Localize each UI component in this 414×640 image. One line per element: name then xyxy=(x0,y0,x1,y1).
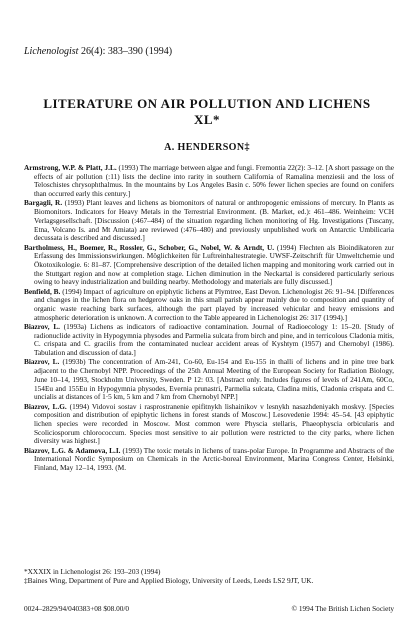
reference-text: (1993) The marriage between algae and fungi. Fremontia 22(2): 3–12. [A short passage on the effects of air pollution (:11) lists the decline into rarity in southern California of Ramalina menziesii and the loss of Teloschistes chrysophthalmus. In the mountains by Los Angeles Basin c. 50% fewer lichen species are found on conifers than occurred early this century.] xyxy=(34,163,394,199)
reference-entry xyxy=(24,164,394,199)
article-author: A. HENDERSON‡ xyxy=(164,142,250,153)
article-title xyxy=(24,96,390,128)
footnote-series: *XXXIX in Lichenologist 26: 193–203 (1994) xyxy=(24,567,161,576)
reference-entry xyxy=(24,323,394,358)
page-footer xyxy=(24,604,394,613)
reference-entry xyxy=(24,403,394,447)
reference-author: Bartholmess, H., Boemer, R., Rossler, G., Schober, G., Nobel, W. & Arndt, U. xyxy=(24,242,275,252)
reference-entry xyxy=(24,447,394,473)
footnotes xyxy=(24,568,394,586)
reference-text: (1993) The toxic metals in lichens of trans-polar Europe. In Programme and Abstracts of the International Nordic Symposium on Chemicals in the Arctic-boreal Environment, Marina Congress Center, Helsinki, Finland, May 12–14, 1993. (M. xyxy=(34,445,394,473)
footer-code: 0024–2829/94/040383+08 $08.00/0 xyxy=(24,604,130,613)
reference-list xyxy=(24,164,394,473)
reference-author: Biazrov, L.G. & Adamova, L.I. xyxy=(24,445,121,455)
reference-text: (1993a) Lichens as indicators of radioactive contamination. Journal of Radioecology 1: 15–20. [Study of radionuclide activity in Hypogymnia physodes and Parmelia sulcata from birch and pine, and in terricolous Cladonia mitis, C. crispata and C. gracilis from the contaminated nuclear accident areas of Kyshtym (1957) and Chernobyl (1986). Tabulation and discussion of data.] xyxy=(34,322,395,358)
reference-author: Armstrong, W.P. & Platt, J.L. xyxy=(24,163,117,172)
reference-author: Biazrov, L. xyxy=(24,322,61,332)
journal-citation xyxy=(24,46,172,57)
reference-entry xyxy=(24,358,394,402)
reference-text: (1994) Flechten als Bioindikatoren zur Erfassung des Immissionswirkungen. Möglichkeiten für Luftreinhaltestrategie. UWSF-Zeitschrift für Umweltchemie und Ökotoxikologie. 6: 81–87. [Comprehensive description of the detailed lichen mapping and monitoring work carried out in the Stuttgart region and now at completion stage. Lichen diminution in the Neckartal is considered particularly serious owing to heavy industrialization and building nearby. Methodology and materials are fully discussed.] xyxy=(34,242,394,287)
reference-text: (1994) Impact of agriculture on epiphytic lichens at Plymtree, East Devon. Lichenologist 26: 91–94. [Differences and changes in the lichen flora on hedgerow oaks in this small parish appear mainly due to composition and quantity of organic waste reaching bark surfaces, although the part played by increased vehicular and heavy emissions and atmospheric deterioration is unknown. A correction to the Table appeared in Lichenologist 26: 317 (1994).] xyxy=(34,286,394,322)
footer-copyright: © 1994 The British Lichen Society xyxy=(291,604,394,613)
reference-entry xyxy=(24,199,394,243)
reference-entry xyxy=(24,288,394,323)
reference-text: (1993b) The concentration of Am-241, Co-60, Eu-154 and Eu-155 in thalli of lichens and in pine tree bark adjacent to the Chernobyl NPP. Proceedings of the 25th Annual Meeting of the European Society for Radiation Biology, June 10–14, 1993, Stockholm University, Sweden. P 12: 03. [Abstract only. Includes figures of levels of 241Am, 60Co, 154Eu and 155Eu in Hypogymnia physodes, Evernia prunastri, Parmelia sulcata, Cladina mitis, Cladonia crispata and C. uncialis at distances of 1·5 km, 5 km and 7 km from Chernobyl NPP.] xyxy=(34,357,395,402)
journal-volume: 26(4): 383–390 (1994) xyxy=(78,46,173,57)
reference-author: Biazrov, L.G. xyxy=(24,401,67,411)
reference-entry xyxy=(24,244,394,288)
footnote-address: ‡Baines Wing, Department of Pure and Applied Biology, University of Leeds, Leeds LS2 9JT, UK. xyxy=(24,575,314,585)
article-title-line1: LITERATURE ON AIR POLLUTION AND LICHENS xyxy=(43,96,371,111)
journal-name: Lichenologist xyxy=(24,46,79,57)
reference-author: Benfield, B. xyxy=(24,286,61,296)
reference-author: Bargagli, R. xyxy=(24,198,63,208)
reference-text: (1994) Vidovoi sostav i rasprostranenie epifitnykh lishainikov v lesnykh nasazhdeniyakh moskvy. [Species composition and distribution of epiphytic lichens in forest stands of Moscow.] Lesovedenie 1994: 45–54. [43 epiphytic lichen species were recorded in Moscow. Most common were Physcia stellaris, Phaeophyscia orbicularis and Scoliciosporum chlorococcum. Species most sensitive to air pollution were restricted to the city parks, where lichen diversity was highest.] xyxy=(34,401,394,446)
article-title-line2: XL* xyxy=(193,112,221,127)
reference-text: (1993) Plant leaves and lichens as biomonitors of natural or anthropogenic emissions of mercury. In Plants as Biomonitors. Indicators for Heavy Metals in the Terrestrial Environment. (B. Market, ed.): 461–486. Weinheim: VCH Verlagsgesellschaft. [Discussion (:467–484) of the situation regarding lichen monitoring of Hg. Investigations (Tuscany, Etna, Volcano Is. and Mt Amiata) are reviewed (:476–480) and previously unpublished work on Antarctic Umbilicaria decussata is described and discussed.] xyxy=(34,198,394,243)
reference-author: Biazrov, L. xyxy=(24,357,60,367)
